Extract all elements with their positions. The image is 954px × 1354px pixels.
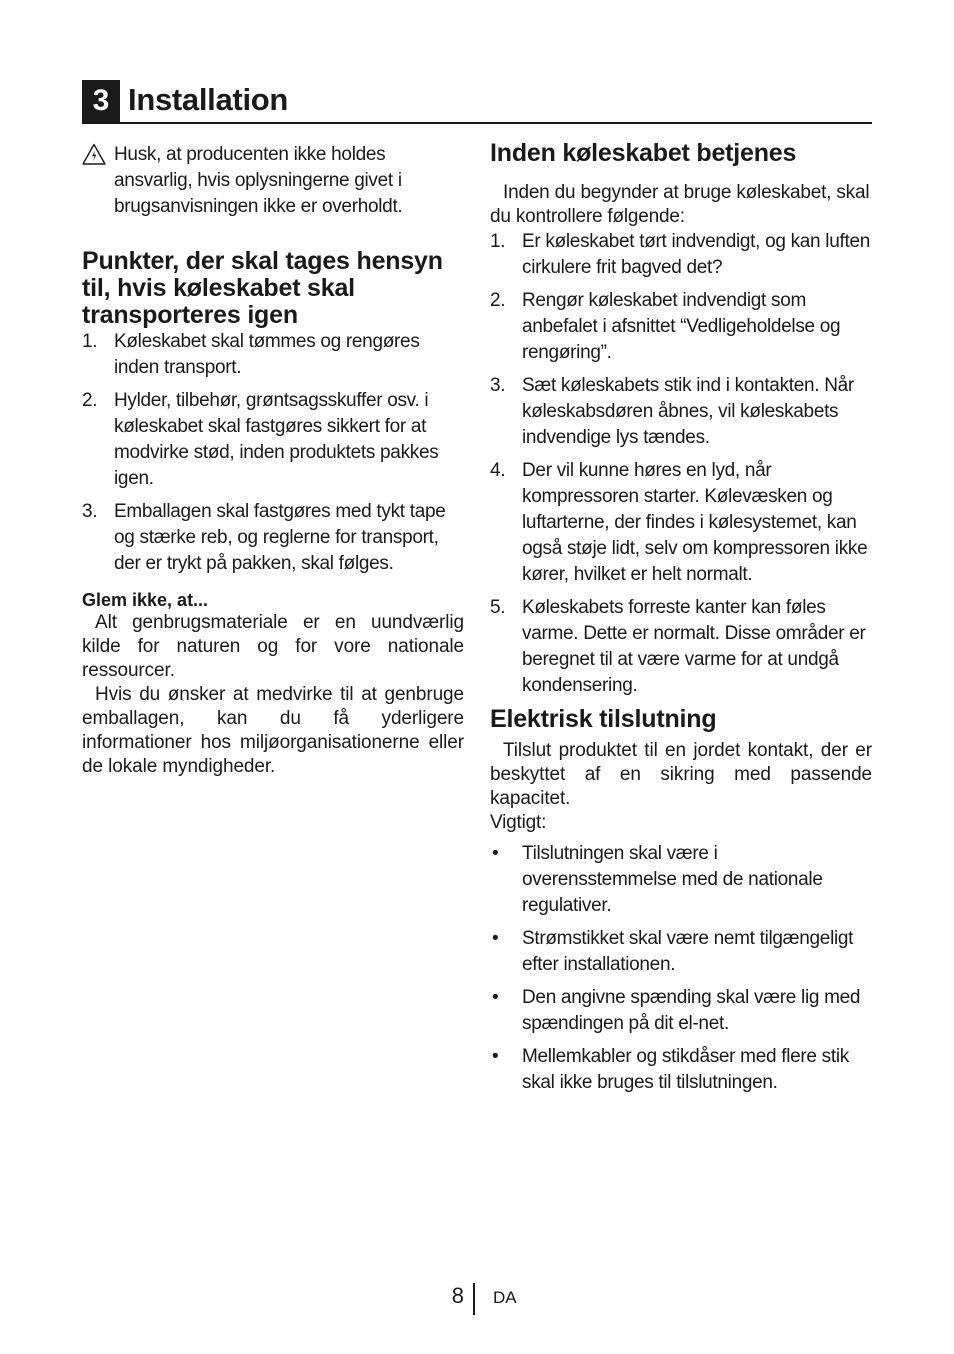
list-item: 5. Køleskabets forreste kanter kan føles varme. Dette er normalt. Disse områder er beregnet til at være varme for at undgå kondensering.: [490, 597, 866, 696]
list-item: 4. Der vil kunne høres en lyd, når kompressoren starter. Kølevæsken og luftarterne, der findes i kølesystemet, kan også støje lidt, selv om kompressoren ikke kører, hvilket er helt normalt.: [490, 460, 868, 585]
before-use-steps-list: [490, 229, 872, 699]
before-use-intro: Inden du begynder at bruge køleskabet, skal du kontrollere følgende:: [490, 182, 870, 227]
warning-text: Husk, at producenten ikke holdes ansvarlig, hvis oplysningerne givet i brugsanvisningen ikke er overholdt.: [114, 144, 403, 217]
list-item: • Tilslutningen skal være i overensstemmelse med de nationale regulativer.: [492, 843, 823, 916]
list-item: • Den angivne spænding skal være lig med spændingen på dit el-net.: [492, 987, 861, 1034]
electrical-bullet-list: [490, 841, 872, 1096]
chapter-header: [82, 80, 872, 124]
footer-divider: [473, 1283, 475, 1315]
list-item: • Strømstikket skal være nemt tilgængeligt efter installationen.: [492, 928, 854, 975]
transport-section-title: Punkter, der skal tages hensyn til, hvis køleskabet skal transporteres igen: [82, 247, 443, 329]
language-code: DA: [493, 1288, 517, 1307]
remember-paragraph-1: Alt genbrugsmateriale er en uundværlig kilde for naturen og for vore nationale ressourcer.: [82, 612, 464, 681]
right-column: [490, 140, 872, 1103]
list-item: 2. Rengør køleskabet indvendigt som anbefalet i afsnittet “Vedligeholdelse og rengøring”.: [490, 290, 841, 363]
remember-paragraph-2: Hvis du ønsker at medvirke til at genbruge emballagen, kan du få yderligere informationer hos miljøorganisationerne eller de lokale myndigheder.: [82, 684, 464, 777]
electrical-intro: Tilslut produktet til en jordet kontakt, der er beskyttet af en sikring med passende kapacitet.: [490, 740, 872, 809]
list-item: 1. Køleskabet skal tømmes og rengøres inden transport.: [82, 331, 420, 378]
electrical-section-title: Elektrisk tilslutning: [490, 705, 717, 733]
left-column: [82, 140, 464, 779]
chapter-title: Installation: [128, 82, 289, 117]
list-item: 3. Sæt køleskabets stik ind i kontakten. Når køleskabsdøren åbnes, vil køleskabets indvendige lys tændes.: [490, 375, 854, 448]
remember-title: Glem ikke, at...: [82, 590, 209, 610]
important-label: Vigtigt:: [490, 812, 547, 833]
before-use-section-title: Inden køleskabet betjenes: [490, 139, 797, 167]
warning-icon: [82, 143, 106, 165]
transport-steps-list: [82, 329, 464, 577]
chapter-number: 3: [82, 80, 120, 122]
list-item: 1. Er køleskabet tørt indvendigt, og kan luften cirkulere frit bagved det?: [490, 231, 870, 278]
warning-note: [82, 142, 464, 220]
list-item: • Mellemkabler og stikdåser med flere stik skal ikke bruges til tilslutningen.: [492, 1046, 849, 1093]
page-number: 8: [451, 1283, 464, 1308]
page-footer: [0, 1283, 954, 1315]
list-item: 2. Hylder, tilbehør, grøntsagsskuffer osv. i køleskabet skal fastgøres sikkert for at modvirke stød, inden produktets pakkes igen.: [82, 390, 439, 489]
list-item: 3. Emballagen skal fastgøres med tykt tape og stærke reb, og reglerne for transport, der er trykt på pakken, skal følges.: [82, 501, 446, 574]
